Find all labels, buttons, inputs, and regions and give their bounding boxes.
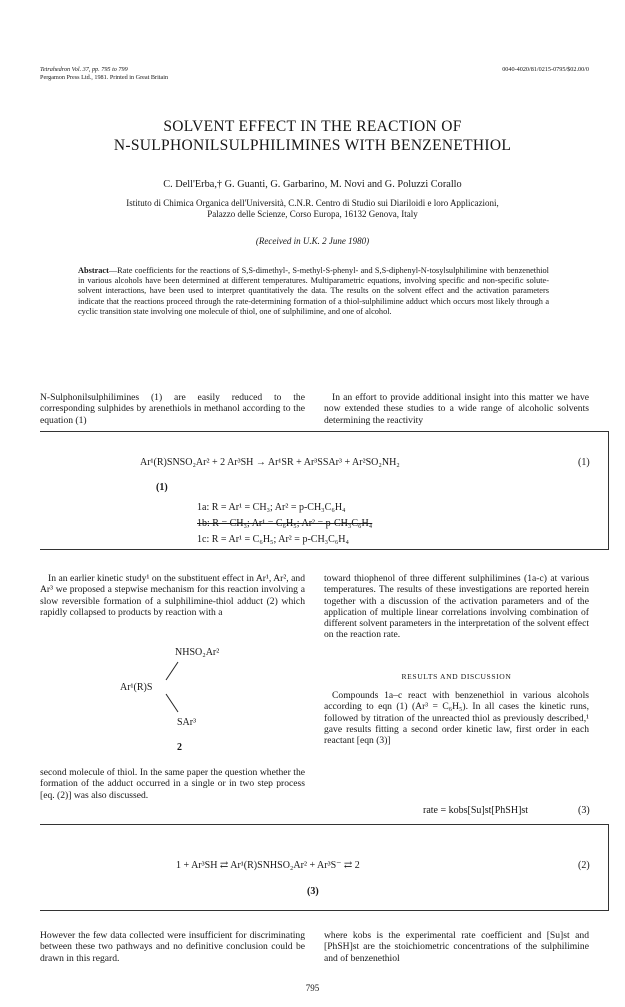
eq1-bottom-rule bbox=[40, 549, 609, 550]
structure-bonds bbox=[148, 660, 188, 720]
paper-title bbox=[0, 117, 625, 155]
compound-1a: 1a: R = Ar¹ = CH₃; Ar² = p-CH₃C₆H₄ bbox=[197, 502, 346, 513]
body-right-p2: Compounds 1a–c react with benzenethiol in various alcohols according to eqn (1) (Ar³ = C₆H₅). In all cases the kinetic runs, followed by titration of the unreacted thiol as previously described,¹ gave results fitting a second order kinetic law, first order in each reactant [eqn (3)] bbox=[324, 690, 589, 747]
body-left-p1: In an earlier kinetic study¹ on the substituent effect in Ar¹, Ar², and Ar³ we proposed a stepwise mechanism for this reaction involving a slow reversible formation of a sulphilimine-thiol adduct (2) which rapidly collapsed to products by reaction with a bbox=[40, 573, 305, 618]
eq1-right-rule bbox=[608, 431, 609, 549]
structure-left-group: Ar¹(R)S bbox=[120, 682, 153, 693]
footer-right: where kobs is the experimental rate coefficient and [Su]st and [PhSH]st are the stoichiometric concentrations of the sulphilimine and of benzenethiol bbox=[324, 930, 589, 964]
body-left-p2: second molecule of thiol. In the same paper the question whether the formation of the adduct occurred in a single or in two step process [eq. (2)] was also discussed. bbox=[40, 767, 305, 801]
equation-1: Ar¹(R)SNSO₂Ar² + 2 Ar³SH → Ar¹SR + Ar³SSAr³ + Ar²SO₂NH₂ bbox=[140, 457, 400, 468]
eq1-top-rule bbox=[40, 431, 608, 432]
affiliation-line-1: Istituto di Chimica Organica dell'Università, C.N.R. Centro di Studio sui Diariloidi e loro Applicazioni, bbox=[126, 198, 499, 208]
journal-line-1: Tetrahedron Vol. 37, pp. 795 to 799 bbox=[40, 66, 128, 73]
footer-left: However the few data collected were insufficient for discriminating between these two pathways and no definitive conclusion could be drawn in this regard. bbox=[40, 930, 305, 964]
page-number: 795 bbox=[305, 983, 320, 993]
rate-equation-number: (3) bbox=[578, 805, 590, 816]
eq2-top-rule bbox=[40, 824, 608, 825]
compound-label-1: (1) bbox=[156, 482, 168, 493]
compound-1c: 1c: R = Ar¹ = C₆H₅; Ar² = p-CH₃C₆H₄ bbox=[197, 534, 350, 545]
rate-equation: rate = kobs[Su]st[PhSH]st bbox=[423, 805, 529, 816]
adduct-label: (3) bbox=[307, 886, 319, 897]
structure-label: 2 bbox=[177, 742, 182, 753]
received-date: (Received in U.K. 2 June 1980) bbox=[255, 236, 370, 246]
article-code: 0040-4020/81/0215-0795/$02.00/0 bbox=[502, 66, 589, 73]
affiliation-line-2: Palazzo delle Scienze, Corso Europa, 16132 Genova, Italy bbox=[207, 209, 418, 219]
structure-top-group: NHSO₂Ar² bbox=[175, 647, 220, 658]
title-line-2: N-SULPHONILSULPHILIMINES WITH BENZENETHIOL bbox=[113, 137, 512, 154]
eq2-right-rule bbox=[608, 824, 609, 910]
compound-1b: 1b: R = CH₃; Ar¹ = C₆H₅; Ar² = p-CH₃C₆H₄ bbox=[197, 518, 373, 529]
intro-left: N-Sulphonilsulphilimines (1) are easily reduced to the corresponding sulphides by arenethiols in methanol according to the equation (1) bbox=[40, 392, 305, 426]
abstract bbox=[78, 266, 549, 317]
abstract-text: —Rate coefficients for the reactions of S,S-dimethyl-, S-methyl-S-phenyl- and S,S-diphenyl-N-tosylsulphilimine with benzenethiol in various alcohols have been determined at different temperatures. Multiparametric equations, involving specific and non-specific solute-solvent interactions, have been used to interpret quantitatively the data. The results on the solvent effect and the activation parameters indicate that the reactions proceed through the rate-determining formation of a thiol-sulphilimine adduct which occurs most likely through a cyclic transition state involving one molecule of thiol, one of sulphilimine, and one of alcohol. bbox=[78, 266, 549, 316]
equation-1-number: (1) bbox=[578, 457, 590, 468]
equation-2: 1 + Ar³SH ⇄ Ar¹(R)SNHSO₂Ar² + Ar³S⁻ ⇄ 2 bbox=[176, 860, 360, 871]
section-heading: RESULTS AND DISCUSSION bbox=[401, 672, 512, 681]
affiliation bbox=[30, 198, 595, 220]
abstract-label: Abstract bbox=[78, 266, 109, 275]
authors: C. Dell'Erba,† G. Guanti, G. Garbarino, M. Novi and G. Poluzzi Corallo bbox=[163, 179, 462, 190]
structure-bottom-group: SAr³ bbox=[177, 717, 197, 728]
journal-citation bbox=[40, 66, 168, 82]
body-right-p1: toward thiophenol of three different sulphilimines (1a-c) at various temperatures. The results of these investigations are reported herein together with a discussion of the activation parameters and of the application of multiple linear correlations involving combination of different solvent parameters in the interpretation of the solvent effect on the reaction rate. bbox=[324, 573, 589, 641]
title-line-1: SOLVENT EFFECT IN THE REACTION OF bbox=[163, 118, 462, 135]
intro-right: In an effort to provide additional insight into this matter we have now extended these studies to a wide range of alcoholic solvents determining the reactivity bbox=[324, 392, 589, 426]
eq2-bottom-rule bbox=[40, 910, 609, 911]
journal-line-2: Pergamon Press Ltd., 1981. Printed in Great Britain bbox=[40, 74, 169, 81]
equation-2-number: (2) bbox=[578, 860, 590, 871]
